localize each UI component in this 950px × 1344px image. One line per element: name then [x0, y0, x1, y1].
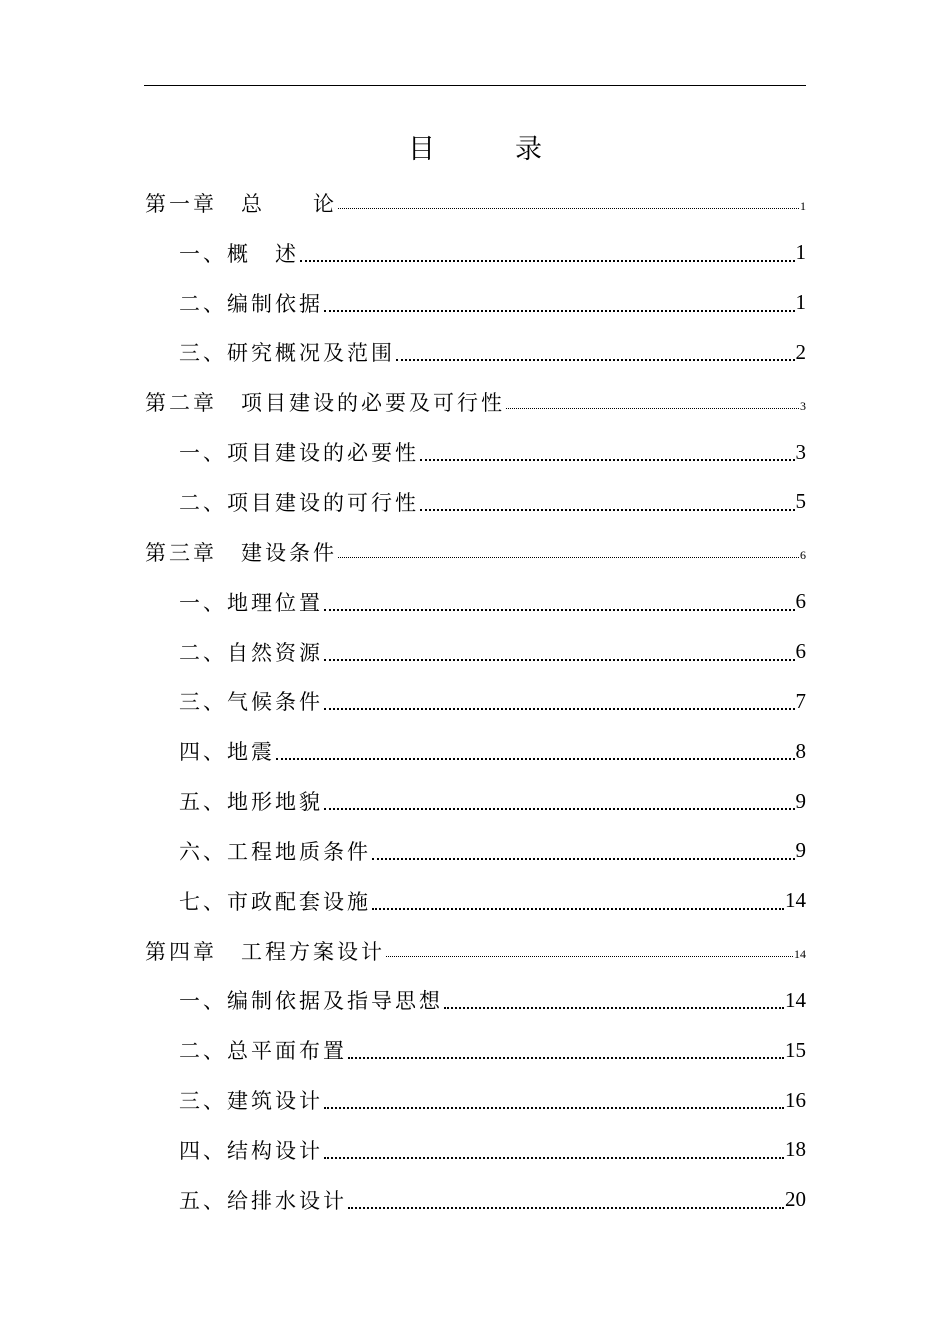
toc-page-number: 5: [795, 489, 806, 514]
page-title: [0, 130, 950, 170]
toc-entry-label: 二、总平面布置: [179, 1039, 347, 1064]
toc-page-number: 9: [795, 788, 806, 813]
dot-leader: [324, 708, 795, 710]
dot-leader: [420, 509, 795, 511]
toc-entry-label: 六、工程地质条件: [179, 839, 371, 864]
toc-section-entry[interactable]: [145, 328, 806, 378]
dot-leader: [324, 808, 795, 810]
toc-page-number: 1: [795, 290, 806, 315]
dot-leader: [338, 208, 799, 209]
toc-section-entry[interactable]: [145, 577, 806, 627]
title-char-1: 目: [408, 134, 435, 165]
toc-section-entry[interactable]: [145, 427, 806, 477]
dot-leader: [506, 408, 799, 409]
toc-section-entry[interactable]: [145, 1025, 806, 1075]
dot-leader: [324, 659, 795, 661]
dot-leader: [324, 1157, 784, 1159]
toc-section-entry[interactable]: [145, 278, 806, 328]
toc-page-number: 15: [785, 1037, 806, 1062]
toc-entry-label: 七、市政配套设施: [179, 889, 371, 914]
toc-page-number: 14: [785, 888, 806, 913]
toc-section-entry[interactable]: [145, 1125, 806, 1175]
toc-section-entry[interactable]: [145, 477, 806, 527]
toc-section-entry[interactable]: [145, 976, 806, 1026]
toc-entry-label: 五、地形地貌: [179, 790, 323, 815]
dot-leader: [300, 260, 795, 262]
toc-page-number: 8: [795, 738, 806, 763]
toc-section-entry[interactable]: [145, 776, 806, 826]
toc-chapter-entry[interactable]: [145, 527, 806, 577]
dot-leader: [372, 858, 795, 860]
toc-page-number: 7: [795, 688, 806, 713]
toc-chapter-entry[interactable]: [145, 178, 806, 228]
toc-entry-label: 一、项目建设的必要性: [179, 441, 419, 466]
toc-section-entry[interactable]: [145, 228, 806, 278]
toc-page-number: 3: [795, 439, 806, 464]
dot-leader: [324, 310, 795, 312]
toc-entry-label: 五、给排水设计: [179, 1188, 347, 1213]
dot-leader: [386, 956, 793, 957]
toc-entry-label: 二、自然资源: [179, 640, 323, 665]
toc-section-entry[interactable]: [145, 876, 806, 926]
toc-section-entry[interactable]: [145, 1175, 806, 1225]
toc-entry-label: 四、结构设计: [179, 1138, 323, 1163]
toc-page-number: 6: [800, 548, 806, 563]
toc-entry-label: 第二章 项目建设的必要及可行性: [145, 391, 505, 416]
toc-chapter-entry[interactable]: [145, 926, 806, 976]
toc-chapter-entry[interactable]: [145, 377, 806, 427]
toc-entry-label: 二、项目建设的可行性: [179, 490, 419, 515]
toc-entry-label: 一、编制依据及指导思想: [179, 989, 443, 1014]
toc-entry-label: 二、编制依据: [179, 291, 323, 316]
toc-page-number: 6: [795, 639, 806, 664]
dot-leader: [276, 758, 795, 760]
toc-page-number: 20: [785, 1187, 806, 1212]
toc-entry-label: 第三章 建设条件: [145, 540, 337, 565]
dot-leader: [420, 459, 795, 461]
toc-page-number: 14: [794, 947, 806, 962]
toc-page-number: 1: [795, 240, 806, 265]
toc-page-number: 14: [785, 987, 806, 1012]
toc-section-entry[interactable]: [145, 627, 806, 677]
dot-leader: [348, 1207, 784, 1209]
dot-leader: [372, 908, 784, 910]
toc-entry-label: 一、地理位置: [179, 590, 323, 615]
toc-entry-label: 第一章 总 论: [145, 191, 337, 216]
title-char-2: 录: [515, 134, 542, 165]
dot-leader: [396, 359, 795, 361]
toc-page-number: 6: [795, 589, 806, 614]
dot-leader: [444, 1007, 784, 1009]
dot-leader: [324, 609, 795, 611]
toc-page-number: 18: [785, 1137, 806, 1162]
dot-leader: [338, 557, 799, 558]
table-of-contents: [145, 178, 806, 1225]
toc-entry-label: 三、建筑设计: [179, 1089, 323, 1114]
toc-page-number: 3: [800, 398, 806, 413]
toc-section-entry[interactable]: [145, 676, 806, 726]
toc-entry-label: 三、研究概况及范围: [179, 341, 395, 366]
toc-entry-label: 三、气候条件: [179, 690, 323, 715]
header-rule: [144, 85, 806, 86]
toc-entry-label: 一、概 述: [179, 241, 299, 266]
dot-leader: [348, 1057, 784, 1059]
toc-entry-label: 第四章 工程方案设计: [145, 939, 385, 964]
toc-section-entry[interactable]: [145, 1075, 806, 1125]
toc-page-number: 9: [795, 838, 806, 863]
toc-page-number: 1: [800, 199, 806, 214]
dot-leader: [324, 1107, 784, 1109]
toc-section-entry[interactable]: [145, 826, 806, 876]
toc-section-entry[interactable]: [145, 726, 806, 776]
toc-page-number: 2: [795, 339, 806, 364]
toc-entry-label: 四、地震: [179, 740, 275, 765]
toc-page-number: 16: [785, 1087, 806, 1112]
